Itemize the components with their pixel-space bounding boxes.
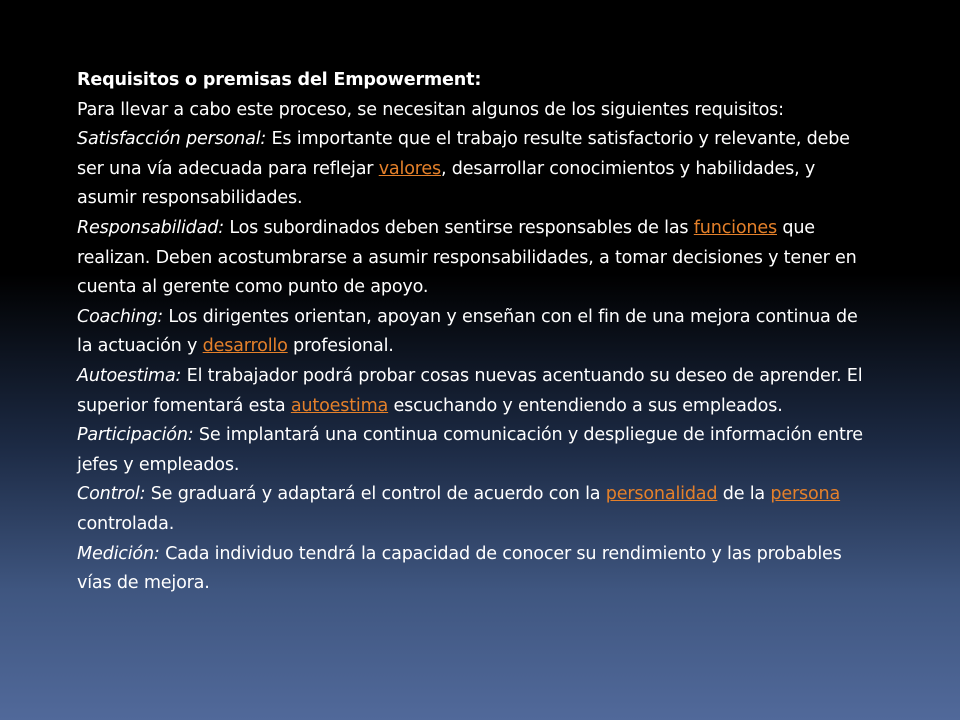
requirement-text: Los subordinados deben sentirse responsables de las bbox=[223, 217, 694, 238]
link-autoestima[interactable]: autoestima bbox=[290, 395, 389, 416]
requirement-coaching bbox=[77, 303, 877, 362]
requirement-text: Es importante que el trabajo resulte satisfactorio y relevante, debe ser una vía adecuada para reflejar bbox=[77, 129, 850, 179]
requirement-term: Medición: bbox=[77, 543, 160, 564]
requirement-text: profesional. bbox=[287, 336, 394, 357]
requirement-control bbox=[77, 480, 877, 539]
requirement-text: Se graduará y adaptará el control de acuerdo con la bbox=[145, 484, 606, 505]
requirement-medicion bbox=[77, 540, 877, 599]
requirement-text: , desarrollar conocimientos y habilidades, y asumir responsabilidades. bbox=[77, 158, 816, 209]
requirement-term: Participación: bbox=[77, 425, 194, 446]
requirement-text: escuchando y entendiendo a sus empleados. bbox=[388, 395, 783, 416]
requirement-satisfaccion bbox=[77, 125, 877, 214]
requirement-text: controlada. bbox=[77, 513, 175, 534]
requirement-text: Cada individuo tendrá la capacidad de conocer su rendimiento y las probables vías de mejora. bbox=[77, 543, 842, 594]
requirement-text: de la bbox=[717, 484, 771, 505]
intro-text: Para llevar a cabo este proceso, se necesitan algunos de los siguientes requisitos: bbox=[77, 99, 784, 120]
requirement-text: El trabajador podrá probar cosas nuevas acentuando su deseo de aprender. El superior fomentará esta bbox=[77, 365, 863, 416]
requirement-term: Coaching: bbox=[77, 306, 163, 327]
requirement-term: Responsabilidad: bbox=[77, 217, 224, 238]
link-funciones[interactable]: funciones bbox=[693, 217, 777, 238]
requirement-participacion bbox=[77, 421, 877, 480]
link-persona[interactable]: persona bbox=[770, 484, 841, 505]
requirement-responsabilidad bbox=[77, 214, 877, 303]
requirement-term: Satisfacción personal: bbox=[77, 129, 267, 150]
slide-title: Requisitos o premisas del Empowerment: bbox=[77, 70, 482, 90]
slide-content bbox=[77, 66, 877, 599]
link-personalidad[interactable]: personalidad bbox=[605, 484, 718, 505]
link-desarrollo[interactable]: desarrollo bbox=[202, 336, 288, 357]
requirement-text: Se implantará una continua comunicación y despliegue de información entre jefes y empleados. bbox=[77, 425, 863, 475]
requirement-text: Los dirigentes orientan, apoyan y enseñan con el fin de una mejora continua de la actuación y bbox=[77, 306, 858, 357]
requirement-term: Control: bbox=[77, 484, 146, 505]
requirement-autoestima bbox=[77, 362, 877, 421]
requirement-text: que realizan. Deben acostumbrarse a asumir responsabilidades, a tomar decisiones y tener en cuenta al gerente como punto de apoyo. bbox=[77, 217, 857, 298]
link-valores[interactable]: valores bbox=[378, 158, 442, 179]
requirement-term: Autoestima: bbox=[77, 365, 182, 386]
